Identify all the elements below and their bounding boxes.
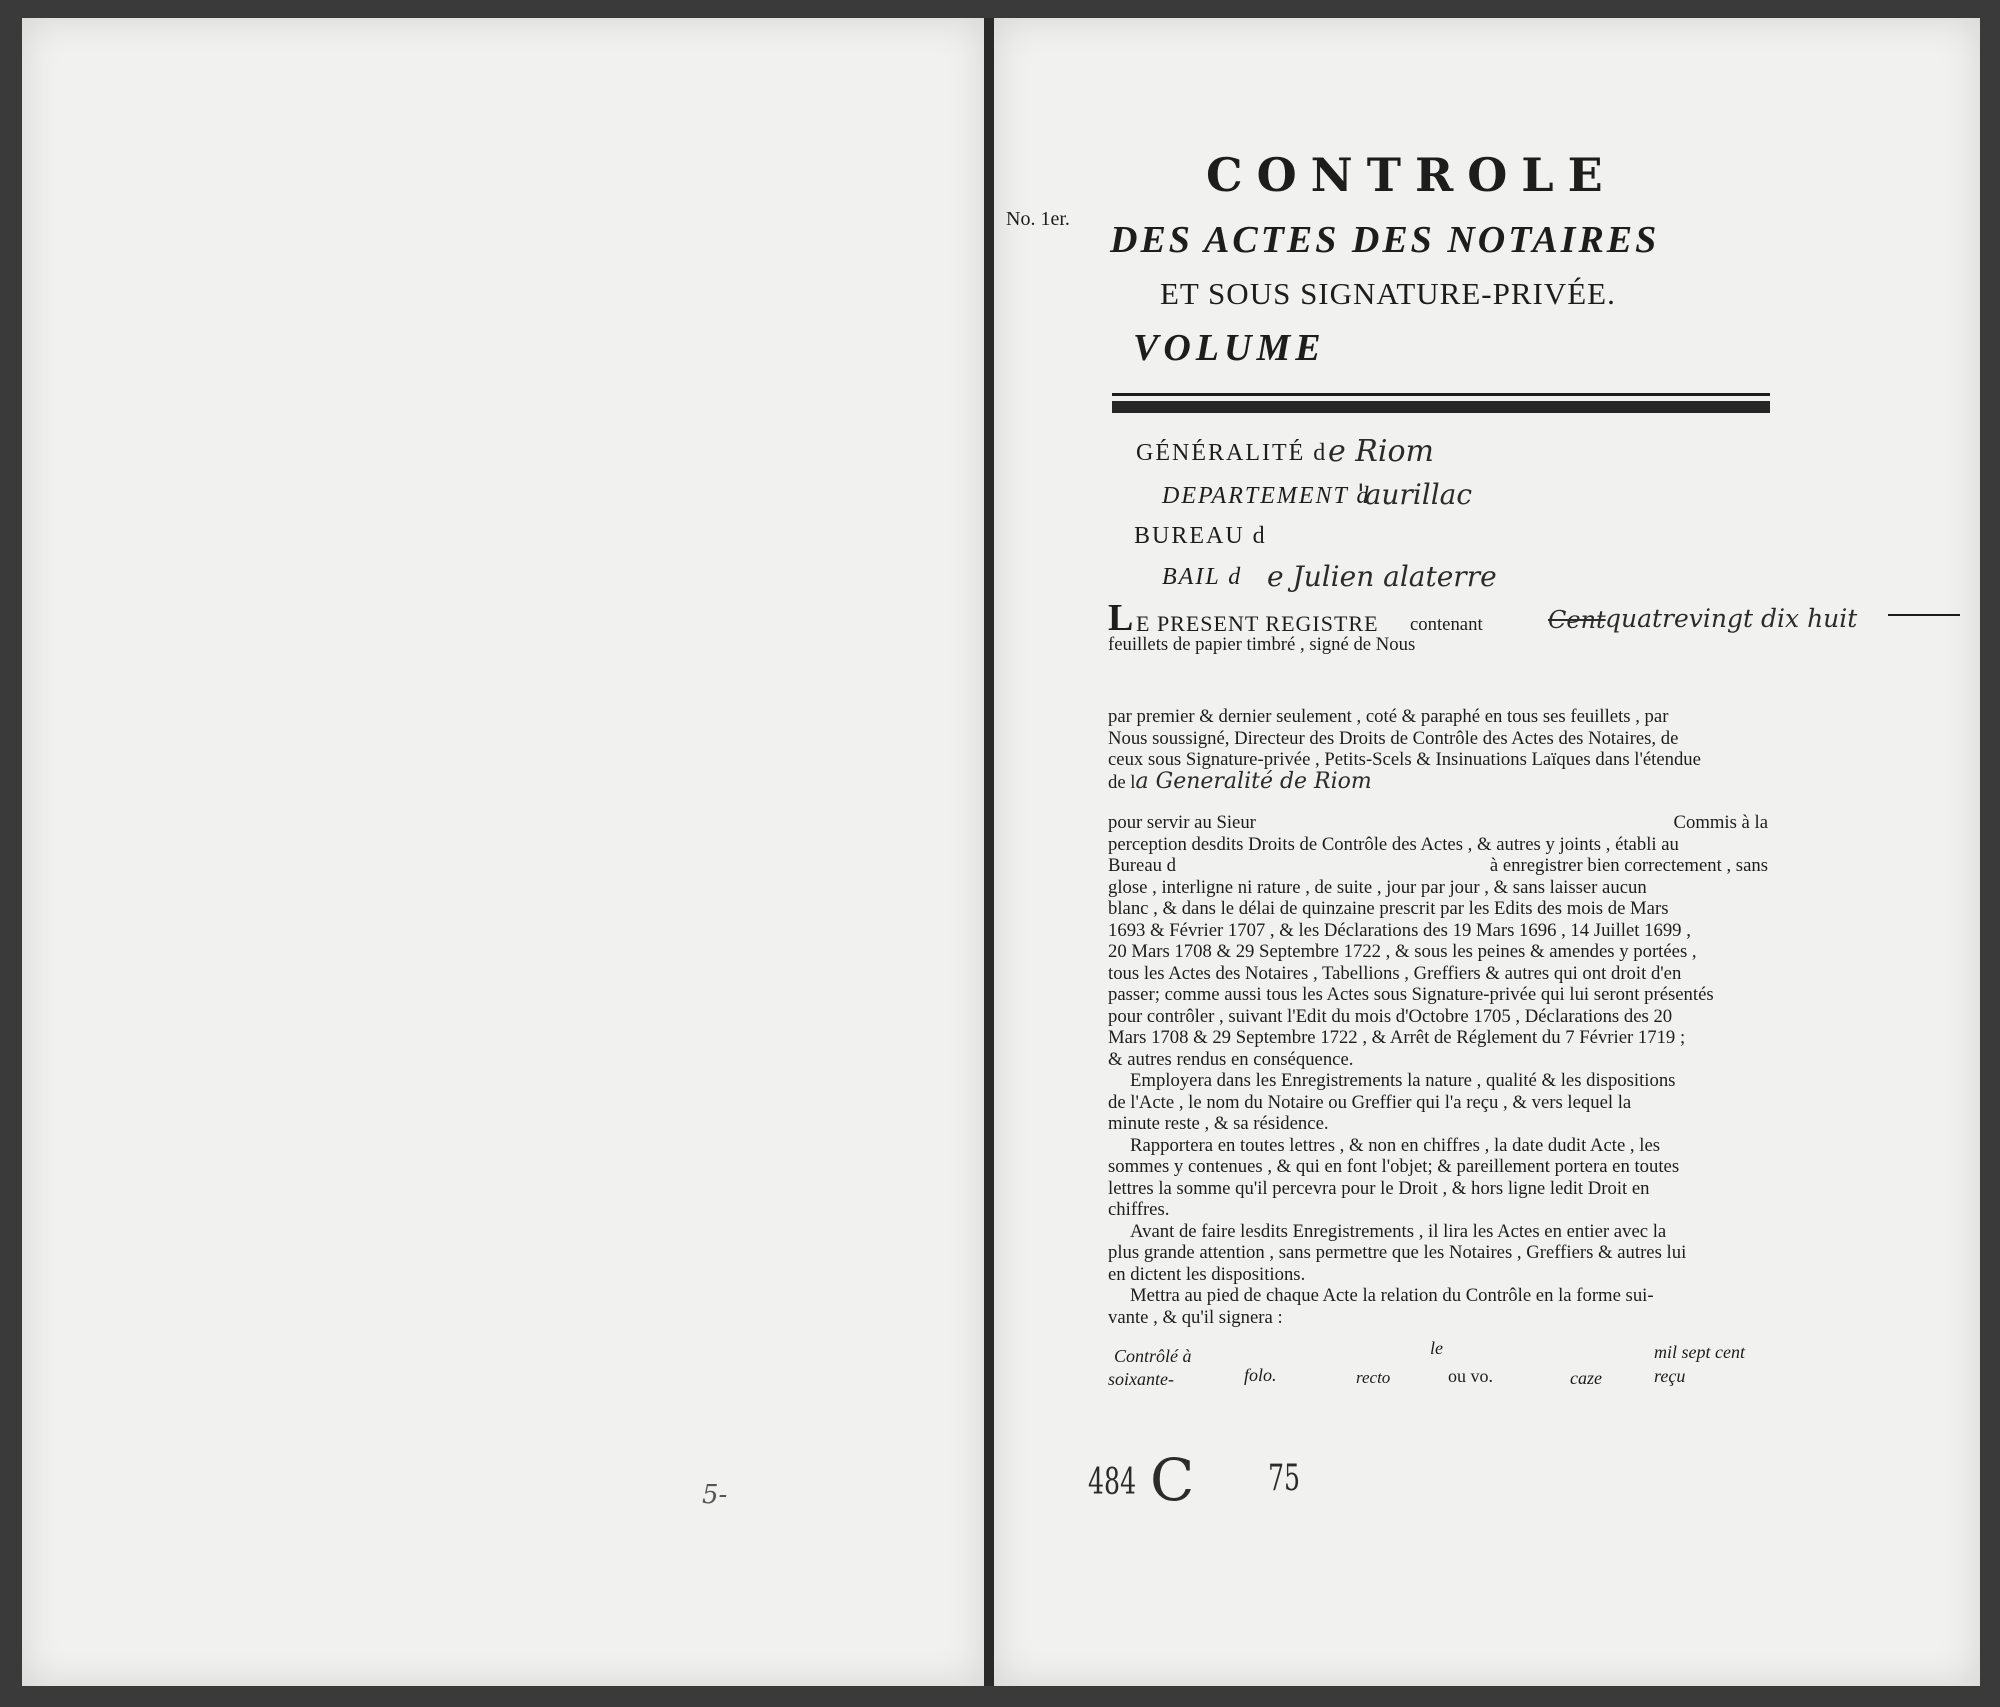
departement-label: DEPARTEMENT d [1162,483,1371,509]
para5-line: plus grande attention , sans permettre que les Notaires , Greffiers & autres lui [1108,1242,1687,1263]
para2-first-b: Commis à la [1673,812,1768,833]
para2-line: 20 Mars 1708 & 29 Septembre 1722 , & sous les peines & amendes y portées , [1108,941,1697,962]
formula-controle: Contrôlé à [1114,1346,1192,1366]
generalite-handwritten: a Generalité de Riom [1135,768,1372,794]
para1-line: Nous soussigné, Directeur des Droits de Contrôle des Actes des Notaires, de [1108,727,1679,749]
registre-lead: E PRESENT REGISTRE [1136,611,1379,636]
para2-line: Mars 1708 & 29 Septembre 1722 , & Arrêt de Réglement du 7 Février 1719 ; [1108,1027,1686,1048]
para6-line: vante , & qu'il signera : [1108,1306,1283,1328]
formula-recto: recto [1356,1368,1391,1387]
document-subtitle: DES ACTES DES NOTAIRES [1110,219,1660,261]
para2-line: pour contrôler , suivant l'Edit du mois d'Octobre 1705 , Déclarations des 20 [1108,1005,1673,1027]
para6-line: Mettra au pied de chaque Acte la relation du Contrôle en la forme sui- [1130,1285,1654,1306]
registre-count: quatrevingt dix huit [1605,604,1858,633]
para2-line: glose , interligne ni rature , de suite , jour par jour , & sans laisser aucun [1108,876,1647,898]
para1-line: par premier & dernier seulement , coté & paraphé en tous ses feuillets , par [1108,706,1669,727]
para4-line: Rapportera en toutes lettres , & non en chiffres , la date dudit Acte , les [1130,1134,1661,1156]
para1-line: ceux sous Signature-privée , Petits-Scels & Insinuations Laïques dans l'étendue [1108,749,1701,770]
para5-line: Avant de faire lesdits Enregistrements , il lira les Actes en entier avec la [1130,1220,1667,1242]
archive-mark-c: C [1150,1446,1195,1514]
para2-line: perception desdits Droits de Contrôle des Actes , & autres y joints , établi au [1108,833,1679,855]
document-subtitle-2: ET SOUS SIGNATURE-PRIVÉE. [1160,276,1616,311]
formula-recu: reçu [1654,1366,1686,1386]
para4-line: chiffres. [1108,1199,1170,1220]
para4-line: sommes y contenues , & qui en font l'objet; & pareillement portera en toutes [1108,1156,1680,1177]
registre-struck-count: Cent [1548,606,1606,634]
formula-le: le [1430,1338,1443,1358]
generalite-label: GÉNÉRALITÉ d [1136,440,1328,466]
para2-first-line [1108,812,1768,834]
para2-third-b: à enregistrer bien correctement , sans [1489,855,1768,876]
departement-value: 'aurillac [1357,478,1473,511]
archive-mark-75: 75 [1268,1458,1301,1499]
book-gutter [984,18,994,1686]
para1-last-lead: de l [1108,771,1136,793]
para2-third-line [1108,855,1768,877]
para3-line: de l'Acte , le nom du Notaire ou Greffier qui l'a reçu , & vers lequel la [1108,1091,1632,1113]
registre-contenant: contenant [1410,614,1483,635]
para2-line: tous les Actes des Notaires , Tabellions , Greffiers & autres qui ont droit d'en [1108,962,1682,984]
para2-line: & autres rendus en conséquence. [1108,1048,1354,1070]
formula-mil: mil sept cent [1654,1342,1745,1362]
formula-caze: caze [1570,1368,1602,1388]
formula-ou: ou vo. [1448,1366,1493,1386]
registre-line-2: feuillets de papier timbré , signé de Nous [1108,634,1416,655]
left-page [22,18,984,1686]
document-title: CONTROLE [1206,148,1617,202]
bureau-label: BUREAU d [1134,523,1267,549]
title-rule-thick [1112,401,1770,413]
formula-folo: folo. [1244,1365,1277,1385]
paragraph-pour-servir [1108,812,1768,1328]
formula-soixante: soixante- [1108,1369,1174,1389]
para2-line: passer; comme aussi tous les Actes sous Signature-privée qui lui seront présentés [1108,984,1714,1005]
archive-mark-484: 484 [1088,1462,1137,1503]
para2-third-a: Bureau d [1108,855,1176,876]
bail-value: e Julien alaterre [1267,560,1497,593]
para3-line: Employera dans les Enregistrements la nature , qualité & les dispositions [1130,1070,1676,1091]
title-rule [1112,393,1770,396]
bail-label: BAIL d [1162,564,1243,590]
registre-margin-line [1888,614,1960,616]
para2-line: 1693 & Février 1707 , & les Déclarations des 19 Mars 1696 , 14 Juillet 1699 , [1108,919,1691,941]
page-number-label: No. 1er. [1006,208,1070,230]
registre-initial: L [1108,597,1134,639]
volume-label: VOLUME [1133,327,1326,369]
left-page-mark: 5- [702,1480,728,1510]
para1-last-line [1108,768,1768,794]
paragraph-cote-paraphe [1108,706,1768,793]
para3-line: minute reste , & sa résidence. [1108,1113,1329,1134]
para5-line: en dictent les dispositions. [1108,1263,1306,1285]
generalite-value: e Riom [1328,434,1434,469]
para2-line: blanc , & dans le délai de quinzaine prescrit par les Edits des mois de Mars [1108,898,1669,919]
para2-first-a: pour servir au Sieur [1108,812,1256,833]
para4-line: lettres la somme qu'il percevra pour le Droit , & hors ligne ledit Droit en [1108,1177,1650,1199]
